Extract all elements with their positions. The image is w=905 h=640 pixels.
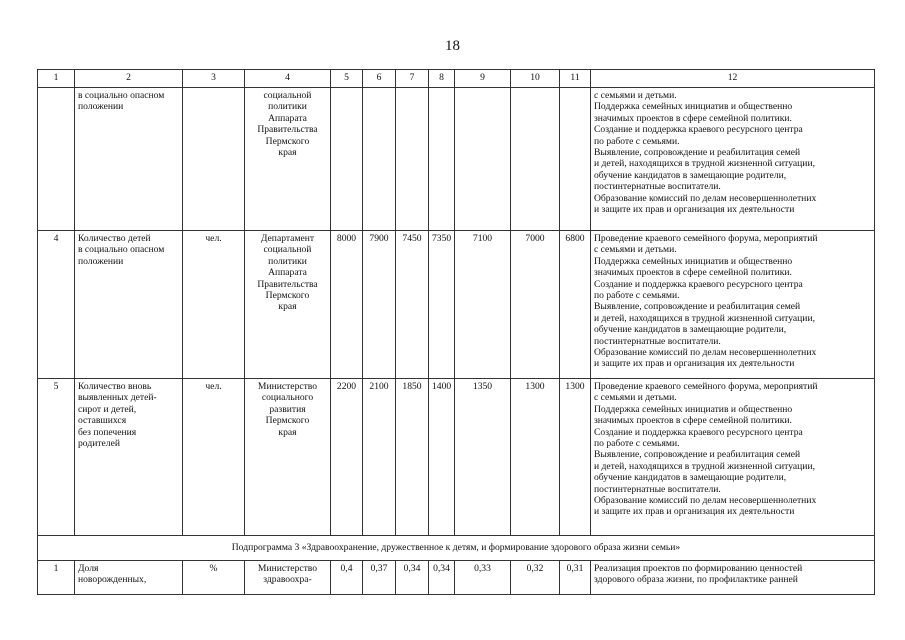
measures-line: Создание и поддержка краевого ресурсного центра (594, 278, 803, 290)
executor-line: Аппарата (268, 267, 307, 279)
executor-line: Министерство (257, 381, 318, 392)
value-cell: 0,34 (396, 561, 429, 595)
value-cell: 6800 (560, 231, 591, 379)
indicator-name-line: сирот и детей, (78, 403, 137, 415)
measures-line: обучение кандидатов в замещающие родители, (594, 169, 787, 181)
executor-line: края (278, 301, 297, 313)
measures-line: и защите их прав и организация их деятельности (594, 506, 795, 518)
page-number: 18 (445, 38, 460, 54)
executor-line: развития (269, 403, 306, 415)
subprogram-row (38, 536, 875, 561)
row-number: 4 (38, 231, 75, 379)
measures-line: Образование комиссий по делам несовершеннолетних (594, 347, 817, 359)
measures-line: Реализация проектов по формированию ценностей (594, 563, 803, 574)
column-header: 7 (396, 70, 429, 88)
value-cell (560, 88, 591, 231)
indicator-name-line: в социально опасном (78, 244, 165, 256)
column-header: 5 (331, 70, 363, 88)
measures-line: значимых проектов в сфере семейной политики. (594, 112, 792, 124)
measures-line: с семьями и детьми. (594, 392, 677, 404)
executor-line: политики (268, 101, 307, 113)
value-cell: 0,37 (363, 561, 396, 595)
executor-line: Пермского (265, 415, 310, 427)
executor-line: Правительства (257, 278, 318, 290)
measures-line: Выявление, сопровождение и реабилитация семей (594, 301, 801, 313)
value-cell: 7100 (455, 231, 511, 379)
measures-line: здорового образа жизни, по профилактике ранней (594, 574, 798, 586)
measures-line: постинтернатные воспитатели. (594, 335, 721, 347)
value-cell (396, 88, 429, 231)
indicator-name-line: Доля (78, 563, 99, 574)
value-cell: 7450 (396, 231, 429, 379)
measures (591, 231, 875, 379)
executor-line: социальной (263, 90, 312, 101)
measures-line: Выявление, сопровождение и реабилитация семей (594, 449, 801, 461)
executor (245, 231, 331, 379)
row-number: 5 (38, 379, 75, 536)
measures-line: и защите их прав и организация их деятельности (594, 204, 795, 216)
row-number: 1 (38, 561, 75, 595)
unit (183, 88, 245, 231)
measures-line: Поддержка семейных инициатив и общественно (594, 255, 793, 267)
value-cell: 2200 (331, 379, 363, 536)
indicator-name-line: без попечения (78, 426, 137, 438)
column-header: 6 (363, 70, 396, 88)
executor (245, 379, 331, 536)
executor-line: края (278, 147, 297, 159)
value-cell: 0,32 (511, 561, 560, 595)
subprogram-title: Подпрограмма 3 «Здравоохранение, дружественное к детям, и формирование здорового образа жизни семьи» (38, 536, 875, 561)
measures-line: Создание и поддержка краевого ресурсного центра (594, 426, 803, 438)
value-cell: 1850 (396, 379, 429, 536)
unit: чел. (183, 231, 245, 379)
indicator-name-line: в социально опасном (78, 90, 165, 101)
measures-line: Образование комиссий по делам несовершеннолетних (594, 495, 817, 507)
measures-line: постинтернатные воспитатели. (594, 483, 721, 495)
indicator-name (75, 231, 183, 379)
measures-line: Поддержка семейных инициатив и общественно (594, 403, 793, 415)
measures-line: Создание и поддержка краевого ресурсного центра (594, 124, 803, 136)
value-cell: 8000 (331, 231, 363, 379)
measures-line: по работе с семьями. (594, 438, 680, 450)
column-header: 9 (455, 70, 511, 88)
measures-line: по работе с семьями. (594, 135, 680, 147)
measures-line: и детей, находящихся в трудной жизненной ситуации, (594, 312, 815, 324)
measures-line: Образование комиссий по делам несовершеннолетних (594, 192, 817, 204)
value-cell: 0,31 (560, 561, 591, 595)
indicators-table (37, 69, 875, 595)
executor-line: здравоохра- (263, 574, 312, 586)
value-cell (331, 88, 363, 231)
executor-line: Пермского (265, 290, 310, 302)
unit: чел. (183, 379, 245, 536)
measures-line: и защите их прав и организация их деятельности (594, 358, 795, 370)
indicator-name-line: оставшихся (78, 415, 127, 427)
row-number (38, 88, 75, 231)
indicator-name (75, 561, 183, 595)
value-cell: 0,4 (331, 561, 363, 595)
measures (591, 379, 875, 536)
executor-line: Аппарата (268, 112, 307, 124)
unit: % (183, 561, 245, 595)
measures-line: Проведение краевого семейного форума, мероприятий (594, 381, 818, 392)
measures (591, 88, 875, 231)
indicator-name (75, 379, 183, 536)
measures-line: с семьями и детьми. (594, 244, 677, 256)
value-cell (429, 88, 455, 231)
measures-line: обучение кандидатов в замещающие родители, (594, 472, 787, 484)
measures-line: значимых проектов в сфере семейной политики. (594, 267, 792, 279)
column-header: 3 (183, 70, 245, 88)
column-header: 2 (75, 70, 183, 88)
value-cell: 0,34 (429, 561, 455, 595)
indicator-name-line: положении (78, 101, 124, 113)
value-cell: 1400 (429, 379, 455, 536)
executor-line: Министерство (257, 563, 318, 574)
value-cell: 1300 (511, 379, 560, 536)
executor-line: края (278, 426, 297, 438)
column-header: 8 (429, 70, 455, 88)
column-header: 10 (511, 70, 560, 88)
measures-line: обучение кандидатов в замещающие родители, (594, 324, 787, 336)
table-row (38, 561, 875, 595)
executor-line: Правительства (257, 124, 318, 136)
table-row (38, 231, 875, 379)
value-cell: 2100 (363, 379, 396, 536)
indicator-name-line: Количество детей (78, 233, 151, 244)
column-header: 11 (560, 70, 591, 88)
indicator-name-line: новорожденных, (78, 574, 147, 586)
value-cell: 7350 (429, 231, 455, 379)
column-header: 1 (38, 70, 75, 88)
value-cell: 7000 (511, 231, 560, 379)
indicator-name-line: выявленных детей- (78, 392, 157, 404)
value-cell (455, 88, 511, 231)
executor-line: социального (261, 392, 314, 404)
indicator-name-line: Количество вновь (78, 381, 152, 392)
value-cell: 1350 (455, 379, 511, 536)
value-cell (511, 88, 560, 231)
measures-line: и детей, находящихся в трудной жизненной ситуации, (594, 158, 815, 170)
executor-line: Пермского (265, 135, 310, 147)
measures-line: по работе с семьями. (594, 290, 680, 302)
indicator-name-line: положении (78, 255, 124, 267)
value-cell: 1300 (560, 379, 591, 536)
measures-line: и детей, находящихся в трудной жизненной ситуации, (594, 460, 815, 472)
executor (245, 88, 331, 231)
value-cell: 0,33 (455, 561, 511, 595)
header-row (38, 70, 875, 88)
measures-line: с семьями и детьми. (594, 90, 677, 101)
measures-line: Выявление, сопровождение и реабилитация семей (594, 147, 801, 159)
measures-line: Проведение краевого семейного форума, мероприятий (594, 233, 818, 244)
measures-line: постинтернатные воспитатели. (594, 181, 721, 193)
executor-line: политики (268, 255, 307, 267)
value-cell (363, 88, 396, 231)
executor (245, 561, 331, 595)
indicator-name (75, 88, 183, 231)
measures (591, 561, 875, 595)
table-row (38, 88, 875, 231)
measures-line: Поддержка семейных инициатив и общественно (594, 101, 793, 113)
column-header: 12 (591, 70, 875, 88)
table-row (38, 379, 875, 536)
measures-line: значимых проектов в сфере семейной политики. (594, 415, 792, 427)
column-header: 4 (245, 70, 331, 88)
value-cell: 7900 (363, 231, 396, 379)
executor-line: социальной (263, 244, 312, 256)
executor-line: Департамент (260, 233, 315, 244)
indicator-name-line: родителей (78, 438, 120, 450)
